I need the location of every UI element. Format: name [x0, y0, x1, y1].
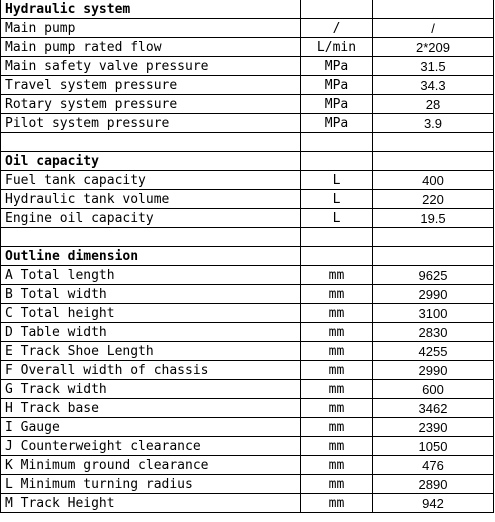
parameter-label: A Total length [1, 266, 301, 285]
unit-cell: L [301, 171, 373, 190]
unit-cell: mm [301, 475, 373, 494]
unit-cell: mm [301, 342, 373, 361]
table-row [1, 114, 494, 133]
unit-cell: mm [301, 323, 373, 342]
parameter-label: D Table width [1, 323, 301, 342]
value-cell: 2990 [373, 285, 494, 304]
parameter-label: H Track base [1, 399, 301, 418]
section-header-row [1, 0, 494, 19]
value-cell: 34.3 [373, 76, 494, 95]
value-cell: 1050 [373, 437, 494, 456]
section-title: Hydraulic system [1, 0, 301, 19]
section-header-row [1, 247, 494, 266]
blank-row [1, 228, 494, 247]
unit-cell: MPa [301, 76, 373, 95]
table-row [1, 361, 494, 380]
unit-cell: mm [301, 399, 373, 418]
blank-cell [373, 133, 494, 152]
table-row [1, 475, 494, 494]
table-row [1, 209, 494, 228]
parameter-label: Pilot system pressure [1, 114, 301, 133]
blank-cell [1, 133, 301, 152]
parameter-label: Main safety valve pressure [1, 57, 301, 76]
table-row [1, 38, 494, 57]
parameter-label: Travel system pressure [1, 76, 301, 95]
value-cell: 2990 [373, 361, 494, 380]
value-cell: 3100 [373, 304, 494, 323]
table-row [1, 19, 494, 38]
table-row [1, 323, 494, 342]
section-value-cell [373, 0, 494, 19]
table-row [1, 342, 494, 361]
parameter-label: M Track Height [1, 494, 301, 513]
parameter-label: Hydraulic tank volume [1, 190, 301, 209]
unit-cell: mm [301, 304, 373, 323]
unit-cell: L/min [301, 38, 373, 57]
blank-row [1, 133, 494, 152]
table-row [1, 190, 494, 209]
unit-cell: / [301, 19, 373, 38]
parameter-label: Fuel tank capacity [1, 171, 301, 190]
value-cell: 600 [373, 380, 494, 399]
section-unit-cell [301, 152, 373, 171]
section-value-cell [373, 152, 494, 171]
parameter-label: I Gauge [1, 418, 301, 437]
parameter-label: C Total height [1, 304, 301, 323]
parameter-label: G Track width [1, 380, 301, 399]
blank-cell [1, 228, 301, 247]
section-title: Oil capacity [1, 152, 301, 171]
section-value-cell [373, 247, 494, 266]
parameter-label: E Track Shoe Length [1, 342, 301, 361]
value-cell: 28 [373, 95, 494, 114]
table-row [1, 437, 494, 456]
value-cell: 2830 [373, 323, 494, 342]
parameter-label: K Minimum ground clearance [1, 456, 301, 475]
table-row [1, 380, 494, 399]
unit-cell: MPa [301, 114, 373, 133]
table-row [1, 418, 494, 437]
table-row [1, 57, 494, 76]
value-cell: 9625 [373, 266, 494, 285]
parameter-label: Engine oil capacity [1, 209, 301, 228]
table-row [1, 285, 494, 304]
unit-cell: mm [301, 494, 373, 513]
table-row [1, 456, 494, 475]
value-cell: 3.9 [373, 114, 494, 133]
parameter-label: J Counterweight clearance [1, 437, 301, 456]
section-header-row [1, 152, 494, 171]
parameter-label: Rotary system pressure [1, 95, 301, 114]
parameter-label: F Overall width of chassis [1, 361, 301, 380]
parameter-label: Main pump [1, 19, 301, 38]
value-cell: 400 [373, 171, 494, 190]
value-cell: 3462 [373, 399, 494, 418]
table-row [1, 76, 494, 95]
value-cell: / [373, 19, 494, 38]
unit-cell: L [301, 190, 373, 209]
unit-cell: mm [301, 285, 373, 304]
unit-cell: mm [301, 380, 373, 399]
table-row [1, 494, 494, 513]
blank-cell [301, 133, 373, 152]
table-row [1, 95, 494, 114]
blank-cell [373, 228, 494, 247]
value-cell: 31.5 [373, 57, 494, 76]
value-cell: 2390 [373, 418, 494, 437]
unit-cell: mm [301, 437, 373, 456]
unit-cell: MPa [301, 95, 373, 114]
unit-cell: L [301, 209, 373, 228]
table-row [1, 171, 494, 190]
parameter-label: Main pump rated flow [1, 38, 301, 57]
value-cell: 476 [373, 456, 494, 475]
value-cell: 220 [373, 190, 494, 209]
unit-cell: mm [301, 266, 373, 285]
unit-cell: mm [301, 418, 373, 437]
section-unit-cell [301, 0, 373, 19]
section-unit-cell [301, 247, 373, 266]
table-row [1, 266, 494, 285]
spec-table-body [1, 0, 494, 513]
section-title: Outline dimension [1, 247, 301, 266]
parameter-label: B Total width [1, 285, 301, 304]
unit-cell: mm [301, 456, 373, 475]
parameter-label: L Minimum turning radius [1, 475, 301, 494]
value-cell: 2890 [373, 475, 494, 494]
table-row [1, 399, 494, 418]
blank-cell [301, 228, 373, 247]
table-row [1, 304, 494, 323]
value-cell: 19.5 [373, 209, 494, 228]
value-cell: 2*209 [373, 38, 494, 57]
unit-cell: MPa [301, 57, 373, 76]
value-cell: 942 [373, 494, 494, 513]
value-cell: 4255 [373, 342, 494, 361]
unit-cell: mm [301, 361, 373, 380]
